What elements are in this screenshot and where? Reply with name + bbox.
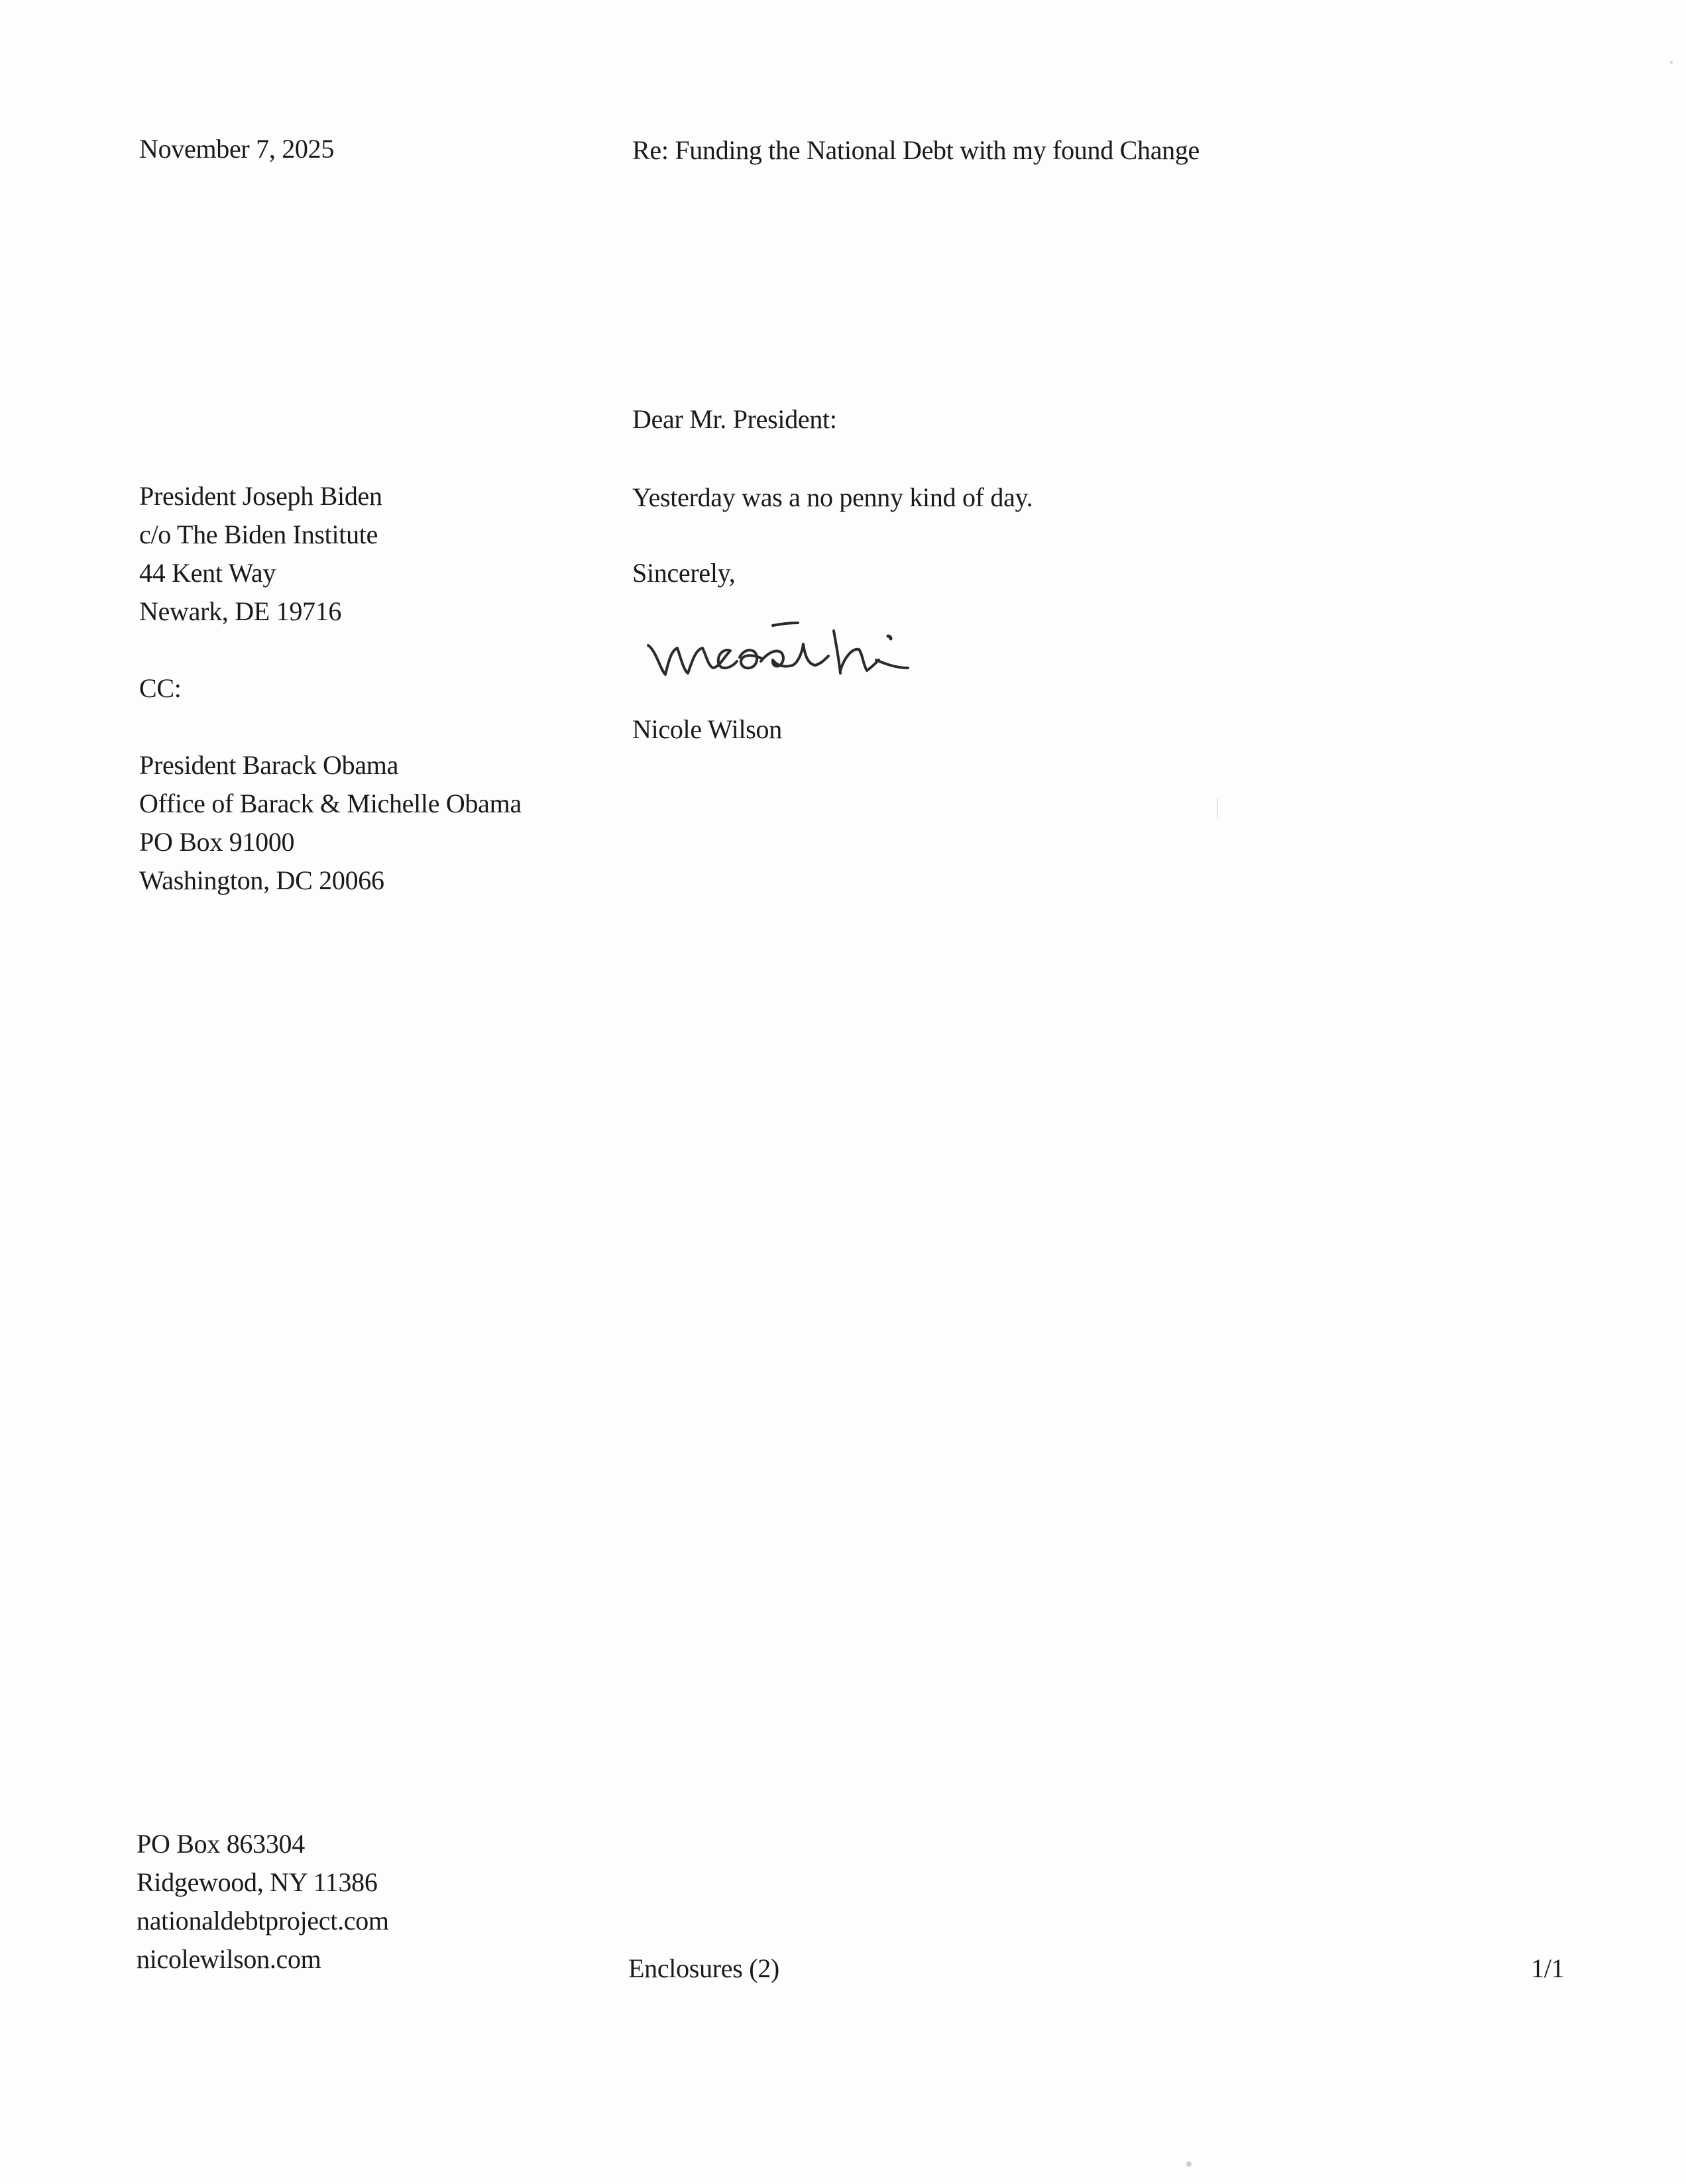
- sender-footer-address: [137, 1825, 389, 1979]
- recipient-address: [139, 477, 382, 631]
- cc-recipient-office: Office of Barack & Michelle Obama: [139, 789, 522, 818]
- footer-website-personal: nicolewilson.com: [137, 1944, 321, 1974]
- footer-website-project: nationaldebtproject.com: [137, 1906, 389, 1936]
- letter-body: Yesterday was a no penny kind of day.: [632, 482, 1033, 512]
- page-number: 1/1: [1531, 1953, 1565, 1983]
- recipient-street: 44 Kent Way: [139, 558, 276, 588]
- cc-label: CC:: [139, 673, 182, 703]
- cc-recipient-name: President Barack Obama: [139, 750, 399, 780]
- enclosures-note: Enclosures (2): [628, 1953, 779, 1983]
- letter-date: November 7, 2025: [139, 134, 335, 164]
- recipient-care-of: c/o The Biden Institute: [139, 519, 378, 549]
- recipient-name: President Joseph Biden: [139, 481, 382, 511]
- closing: Sincerely,: [632, 558, 736, 588]
- scan-speck: [1670, 61, 1673, 64]
- letter-subject: Re: Funding the National Debt with my found Change: [632, 135, 1200, 165]
- cc-recipient-address: [139, 746, 522, 900]
- salutation: Dear Mr. President:: [632, 404, 837, 434]
- footer-po-box: PO Box 863304: [137, 1829, 305, 1859]
- cc-recipient-city: Washington, DC 20066: [139, 865, 384, 895]
- scan-speck: [1186, 2161, 1192, 2167]
- handwritten-signature: [642, 604, 946, 690]
- footer-city: Ridgewood, NY 11386: [137, 1867, 378, 1897]
- sender-name: Nicole Wilson: [632, 714, 782, 744]
- scan-speck: [1217, 798, 1218, 818]
- recipient-city: Newark, DE 19716: [139, 596, 342, 626]
- cc-recipient-po-box: PO Box 91000: [139, 827, 295, 857]
